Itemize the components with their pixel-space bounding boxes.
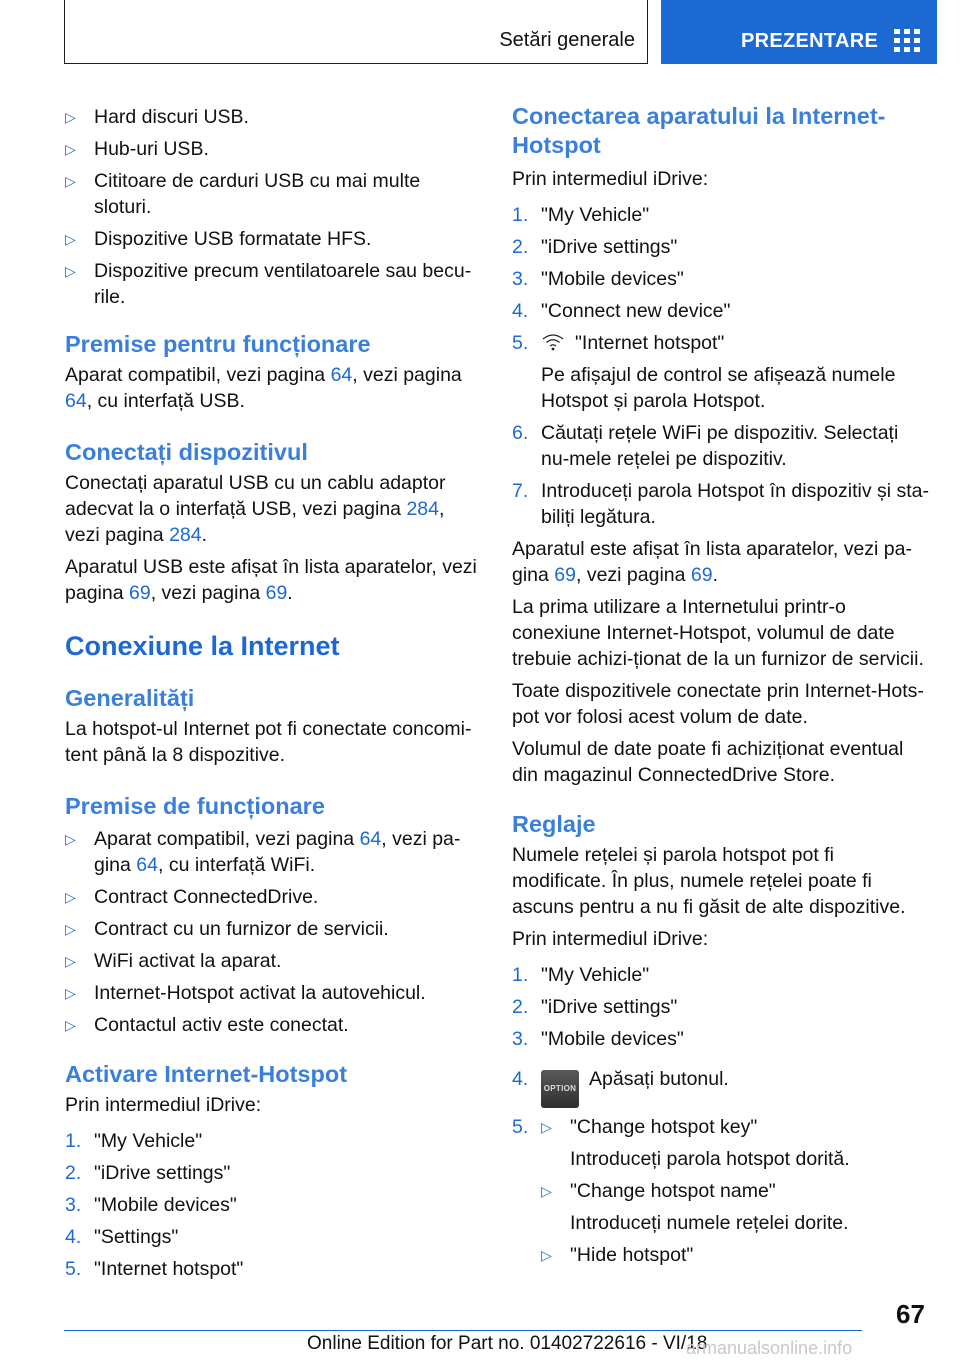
option-button-icon: OPTION <box>541 1070 579 1108</box>
page-link[interactable]: 284 <box>406 498 439 520</box>
numbered-step: 7. Introduceți parola Hotspot în dispozitiv și sta-biliți legătura. <box>512 480 930 528</box>
page-link[interactable]: 284 <box>169 524 202 546</box>
sub-list-item: ▷ "Hide hotspot" <box>541 1244 694 1266</box>
numbered-step: 4. "Connect new device" <box>512 300 731 322</box>
paragraph: Prin intermediul iDrive: <box>512 168 709 190</box>
section-heading: Conectarea aparatului la Internet-Hotspot <box>512 103 886 158</box>
bullet-triangle-icon: ▷ <box>65 889 76 905</box>
bullet-triangle-icon: ▷ <box>541 1183 552 1199</box>
bullet-triangle-icon: ▷ <box>65 921 76 937</box>
step-continuation: Pe afișajul de control se afișează numele Hotspot și parola Hotspot. <box>541 364 896 412</box>
bullet-triangle-icon: ▷ <box>65 1017 76 1033</box>
paragraph: Numele rețelei și parola hotspot pot fi modificate. În plus, numele rețelei poate fi ascuns pentru a nu fi găsit de alte dispozitive. <box>512 844 906 918</box>
chapter-heading: Conexiune la Internet <box>65 631 340 661</box>
numbered-step: 1. "My Vehicle" <box>512 204 650 226</box>
page-link[interactable]: 64 <box>136 854 158 876</box>
numbered-step: 2. "iDrive settings" <box>65 1162 231 1184</box>
sub-item-continuation: Introduceți numele rețelei dorite. <box>570 1212 849 1234</box>
numbered-step: 5. ▷ "Change hotspot key" <box>512 1114 930 1140</box>
list-item: ▷ Hub-uri USB. <box>65 138 209 160</box>
bullet-triangle-icon: ▷ <box>65 231 76 247</box>
bullet-triangle-icon: ▷ <box>541 1247 552 1263</box>
list-item: ▷ Contract cu un furnizor de servicii. <box>65 918 389 940</box>
paragraph: Conectați aparatul USB cu un cablu adaptor adecvat la o interfață USB, vezi pagina 284, vezi pagina 284. <box>65 472 446 546</box>
numbered-step: 4. OPTION Apăsați butonul. <box>512 1066 930 1108</box>
right-column <box>512 96 930 1268</box>
numbered-step: 2. "iDrive settings" <box>512 996 678 1018</box>
bullet-triangle-icon: ▷ <box>65 985 76 1001</box>
list-item: ▷ Cititoare de carduri USB cu mai multe sloturi. <box>65 170 421 218</box>
paragraph: Prin intermediul iDrive: <box>65 1094 262 1116</box>
paragraph: Aparatul este afișat în lista aparatelor, vezi pa-gina 69, vezi pagina 69. <box>512 538 912 586</box>
sub-list-item: ▷ "Change hotspot key" <box>541 1116 758 1138</box>
bullet-triangle-icon: ▷ <box>65 109 76 125</box>
bullet-triangle-icon: ▷ <box>65 141 76 157</box>
list-item: ▷ Internet-Hotspot activat la autovehicul. <box>65 982 426 1004</box>
header-section-title: Setări generale <box>499 29 635 51</box>
numbered-step: 1. "My Vehicle" <box>512 964 650 986</box>
section-heading: Premise pentru funcționare <box>65 331 371 357</box>
section-heading: Conectați dispozitivul <box>65 439 308 465</box>
bullet-triangle-icon: ▷ <box>541 1119 552 1135</box>
list-item: ▷ Dispozitive USB formatate HFS. <box>65 228 372 250</box>
wifi-icon <box>541 332 565 352</box>
page-link[interactable]: 69 <box>554 564 576 586</box>
numbered-step: 2. "iDrive settings" <box>512 236 678 258</box>
header-chapter-tab[interactable] <box>661 0 937 64</box>
bullet-triangle-icon: ▷ <box>65 953 76 969</box>
header-section-box <box>64 0 648 64</box>
page-link[interactable]: 64 <box>65 390 87 412</box>
paragraph: La hotspot-ul Internet pot fi conectate concomi-tent până la 8 dispozitive. <box>65 718 472 766</box>
section-heading: Reglaje <box>512 811 596 837</box>
list-item: ▷ Dispozitive precum ventilatoarele sau becu-rile. <box>65 260 472 308</box>
list-item: ▷ WiFi activat la aparat. <box>65 950 282 972</box>
paragraph: Aparatul USB este afișat în lista aparatelor, vezi pagina 69, vezi pagina 69. <box>65 556 477 604</box>
section-heading: Premise de funcționare <box>65 793 325 819</box>
page-link[interactable]: 64 <box>359 828 382 850</box>
page-link[interactable]: 64 <box>330 364 353 386</box>
paragraph: Aparat compatibil, vezi pagina 64, vezi pagina 64, cu interfață USB. <box>65 364 462 412</box>
sub-item-continuation: Introduceți parola hotspot dorită. <box>570 1148 850 1170</box>
page-link[interactable]: 69 <box>265 582 288 604</box>
numbered-step: 1. "My Vehicle" <box>65 1130 203 1152</box>
page-link[interactable]: 69 <box>128 582 151 604</box>
numbered-step: 3. "Mobile devices" <box>512 268 684 290</box>
section-heading: Generalități <box>65 685 195 711</box>
section-heading: Activare Internet-Hotspot <box>65 1061 348 1087</box>
bullet-triangle-icon: ▷ <box>65 831 76 847</box>
grid-menu-icon <box>894 29 920 52</box>
list-item: ▷ Contactul activ este conectat. <box>65 1014 349 1036</box>
list-item: ▷ Contract ConnectedDrive. <box>65 886 319 908</box>
numbered-step: 6. Căutați rețele WiFi pe dispozitiv. Selectați nu-mele rețelei pe dispozitiv. <box>512 422 899 470</box>
footer-watermark: armanualsonline.info <box>686 1338 853 1358</box>
page-number: 67 <box>896 1299 925 1329</box>
header-chapter-title: PREZENTARE <box>741 30 879 52</box>
paragraph: Prin intermediul iDrive: <box>512 928 709 950</box>
list-item: ▷ Aparat compatibil, vezi pagina 64, vezi pa-gina 64, cu interfață WiFi. <box>65 828 461 876</box>
bullet-triangle-icon: ▷ <box>65 173 76 189</box>
paragraph: Volumul de date poate fi achiziționat eventual din magazinul ConnectedDrive Store. <box>512 738 904 786</box>
paragraph: La prima utilizare a Internetului printr-o conexiune Internet-Hotspot, volumul de date trebuie achizi-ționat de la un furnizor de servicii. <box>512 596 924 670</box>
list-item: ▷ Hard discuri USB. <box>65 106 249 128</box>
numbered-step: 5. "Internet hotspot" <box>512 332 725 354</box>
footer-divider <box>64 1330 862 1331</box>
footer-edition: Online Edition for Part no. 01402722616 - VI/18 <box>307 1333 708 1354</box>
left-column <box>65 96 477 1282</box>
paragraph: Toate dispozitivele conectate prin Internet-Hots-pot vor folosi acest volum de date. <box>512 680 924 728</box>
sub-list-item: ▷ "Change hotspot name" <box>541 1180 776 1202</box>
numbered-step: 3. "Mobile devices" <box>512 1028 684 1050</box>
numbered-step: 5. "Internet hotspot" <box>65 1258 244 1280</box>
bullet-triangle-icon: ▷ <box>65 263 76 279</box>
page-link[interactable]: 69 <box>690 564 713 586</box>
numbered-step: 4. "Settings" <box>65 1226 179 1248</box>
numbered-step: 3. "Mobile devices" <box>65 1194 237 1216</box>
